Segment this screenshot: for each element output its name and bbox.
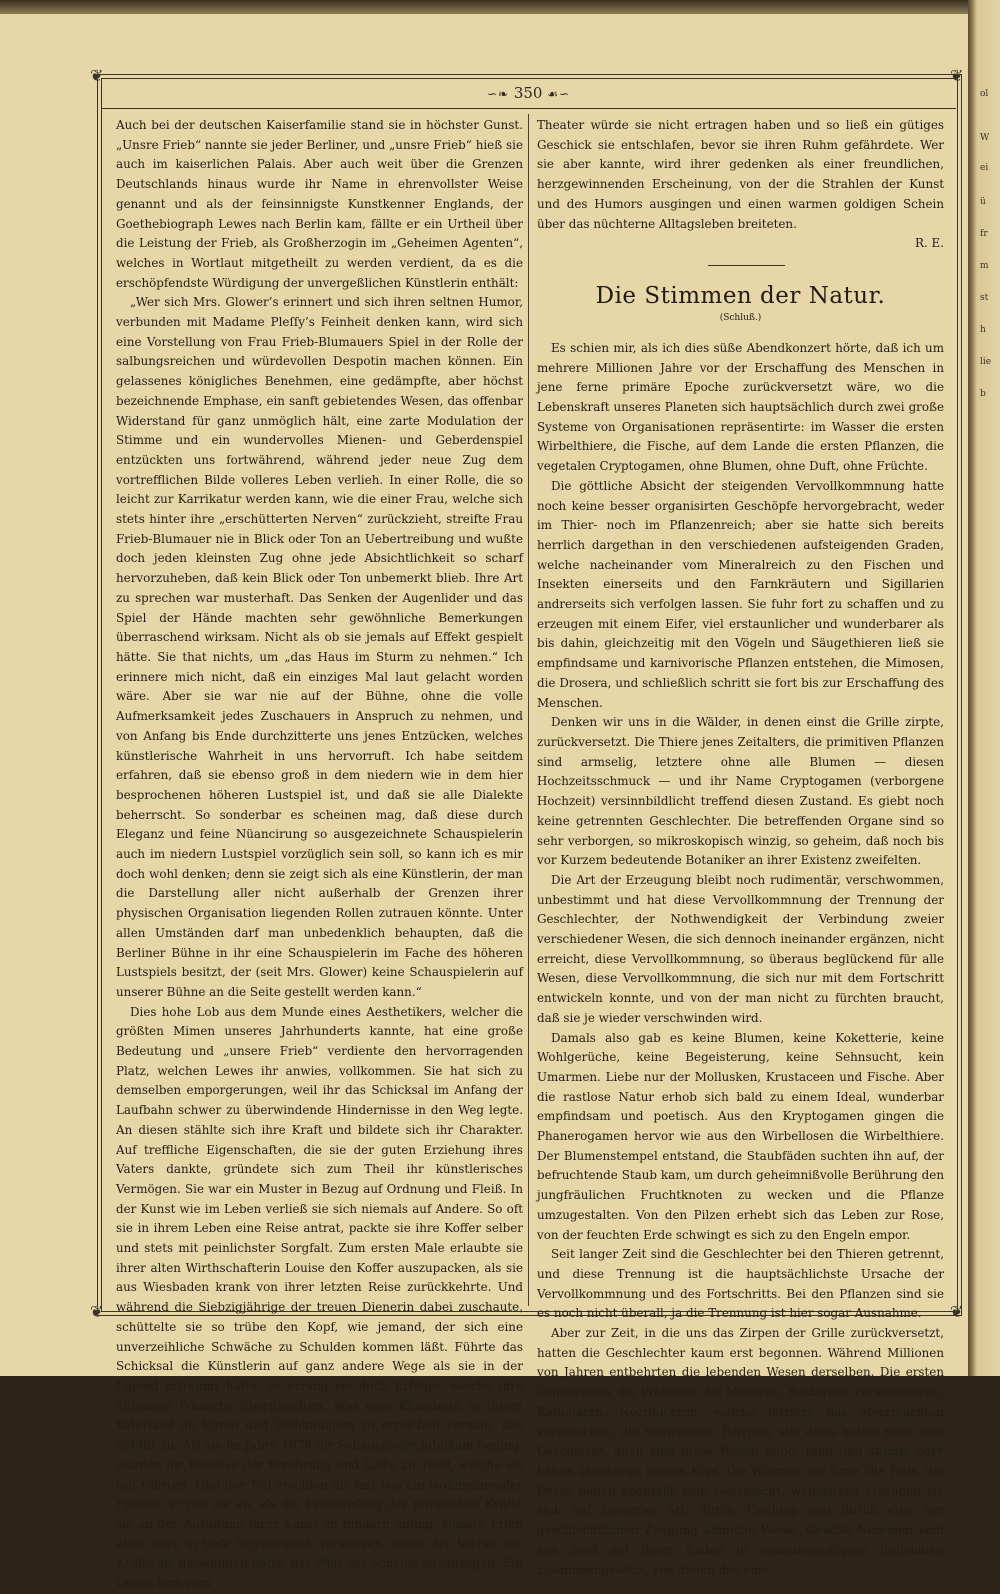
corner-ornament-icon: ❦: [950, 66, 964, 85]
header-ornament-icon: ∽❧: [486, 87, 510, 101]
fragment-line: fr: [980, 229, 988, 239]
corner-ornament-icon: ❦: [90, 66, 104, 85]
fragment-line: ol: [980, 89, 989, 99]
article-ending: [537, 116, 944, 254]
article-ending-text: Theater würde sie nicht ertragen haben und so ließ ein gütiges Geschick sie entschlafen, bevor sie ihren Ruhm gefährdete. Wer sie aber kannte, wird ihrer gedenken als einer freundlichen, herzgewinnenden Erscheinung, von der die Strahlen der Kunst und des Humors ausgingen und einen warmen goldigen Schein über das nüchterne Alltagsleben breiteten.: [537, 118, 944, 231]
column-separator: [528, 114, 529, 1306]
paragraph: Die Art der Erzeugung bleibt noch rudimentär, verschwommen, unbestimmt und hat diese Vervollkommnung der Trennung der Geschlechter, der Nothwendigkeit der Verbindung zweier verschiedener Wesen, die sich dennoch ineinander ergänzen, nicht erreicht, diese Vervollkommnung, so überaus beglückend für alle Wesen, diese Vervollkommnung, die sich nur mit dem Fortschritt entwickeln konnte, und von der man nicht zu fürchten braucht, daß sie je wieder verschwinden wird.: [537, 872, 944, 1025]
adjacent-page-edge: [968, 0, 1000, 1376]
scan-top-edge: [0, 0, 1000, 14]
fragment-line: st: [980, 293, 989, 303]
paragraph: Seit langer Zeit sind die Geschlechter bei den Thieren getrennt, und diese Trennung ist die hauptsächlichste Ursache der Vervollkommnung und des Fortschritts. Bei den Pflanzen sind sie es noch nicht überall, ja die Trennung ist hier sogar Ausnahme.: [537, 1247, 944, 1321]
paragraph: Es schien mir, als ich dies süße Abendkonzert hörte, daß ich um mehrere Millionen Jahre vor der Erschaffung des Menschen in jene ferne primäre Epoche zurückversetzt wäre, wo die Lebenskraft unseres Planeten sich hauptsächlich durch zwei große Systeme von Organisationen repräsentirte: im Wasser die ersten Wirbelthiere, die Fische, auf dem Lande die ersten Pflanzen, die vegetalen Cryptogamen, ohne Blumen, ohne Duft, ohne Früchte.: [537, 340, 944, 474]
adjacent-page-fragment: [980, 0, 1000, 402]
fragment-line: W: [980, 133, 990, 143]
author-signature: R. E.: [915, 236, 944, 251]
page-number: 350: [513, 84, 543, 102]
header-rule: [101, 108, 956, 109]
corner-ornament-icon: ❦: [90, 1302, 104, 1321]
paragraph: Die göttliche Absicht der steigenden Vervollkommnung hatte noch keine besser organisirten Geschöpfe hervorgebracht, weder im Thier- noch im Pflanzenreich; aber sie hatte sich bereits herrlich dargethan in den verschiedenen aufsteigenden Graden, welche nacheinander vom Mineralreich zu den Fischen und Insekten einerseits und den Farnkräutern und Sigillarien andrerseits sich verfolgen lassen. Sie fuhr fort zu schaffen und zu erzeugen mit einem Eifer, viel erstaunlicher und wunderbarer als bis dahin, gleichzeitig mit den Vögeln und Säugethieren ließ sie empfindsame und karnivorische Pflanzen entstehen, die Mimosen, die Drosera, und schließlich schritt sie fort bis zur Erschaffung des Menschen.: [537, 478, 944, 710]
paragraph: Auch bei der deutschen Kaiserfamilie stand sie in höchster Gunst. „Unsre Frieb“ nannte sie jeder Berliner, und „unsre Frieb“ hieß sie auch im kaiserlichen Palais. Aber auch weit über die Grenzen Deutschlands hinaus wurde ihr Name in ehrenvollster Weise genannt und als der feinsinnigste Kunstkenner Englands, der Goethebiograph Lewes nach Berlin kam, fällte er ein Urtheil über die Leistung der Frieb, als Großherzogin im „Geheimen Agenten“, welches in Wortlaut mitgetheilt zu werden verdient, da es die erschöpfendste Würdigung der unvergeßlichen Künstlerin enthält:: [116, 118, 523, 290]
quoted-paragraph: „Wer sich Mrs. Glower’s erinnert und sich ihren seltnen Humor, verbunden mit Madame Pleſſy’s Feinheit denken kann, wird sich eine Vorstellung von Frau Frieb-Blumauers Spiel in der Rolle der salbungsreichen und würdevollen Despotin machen können. Ein gelassenes königliches Benehmen, eine gedämpfte, aber höchst bezeichnende Emphase, ein sanft gebietendes Wesen, das offenbar Widerstand für ganz unmöglich hält, eine zarte Modulation der Stimme und ein wundervolles Mienen- und Geberdenspiel entzückten uns fortwährend, während jeder neue Zug dem vortrefflichen Bilde volleres Leben verlieh. In einer Rolle, die so leicht zur Karrikatur werden kann, wie die einer Frau, welche sich stets hinter ihre „erschütterten Nerven“ zurückzieht, streifte Frau Frieb-Blumauer nie in Blick oder Ton an Uebertreibung und wußte doch jeden kleinsten Zug ohne jede Absichtlichkeit so scharf hervorzuheben, daß kein Blick oder Ton unbemerkt blieb. Ihre Art zu sprechen war musterhaft. Das Senken der Augenlider und das Spiel der Hände machten sehr gewöhnliche Bemerkungen überraschend wirksam. Nicht als ob sie jemals auf Effekt gespielt hätte. Sie that nichts, um „das Haus im Sturm zu nehmen.“ Ich erinnere mich nicht, daß ein einziges Mal laut gelacht worden wäre. Aber sie war nie auf der Bühne, ohne die volle Aufmerksamkeit jedes Zuschauers in Anspruch zu nehmen, und von Anfang bis Ende durchzitterte uns jenes Entzücken, welches künstlerische Wahrheit in uns hervorruft. Ich habe seitdem erfahren, daß sie ebenso groß in dem niedern wie in dem hier besprochenen höheren Lustspiel ist, und daß sie alle Dialekte beherrscht. So sonderbar es scheinen mag, daß diese durch Eleganz und feine Nüancirung so ausgezeichnete Schauspielerin auch im niedern Lustspiel vorzüglich sein soll, so kann ich es mir doch wohl denken; denn sie zeigt sich als eine Künstlerin, der man die Darstellung aller nicht außerhalb der Grenzen ihrer physischen Organisation liegenden Rollen zutrauen könnte. Unter allen Umständen darf man unbedenklich behaupten, daß die Berliner Bühne in ihr eine Schauspielerin im Fache des höheren Lustspiels besitzt, der (seit Mrs. Glower) keine Schauspielerin auf unserer Bühne an die Seite gestellt werden kann.“: [116, 295, 523, 999]
corner-ornament-icon: ❦: [950, 1302, 964, 1321]
paragraph: Damals also gab es keine Blumen, keine Koketterie, keine Wohlgerüche, keine Begeisterung, keine Sehnsucht, kein Umarmen. Liebe nur der Mollusken, Krustaceen und Fische. Aber die rastlose Natur erhob sich bald zu einem Ideal, wunderbar empfindsam und poetisch. Aus den Kryptogamen gingen die Phanerogamen hervor wie aus den Wirbellosen die Wirbelthiere. Der Blumenstempel entstand, die Staubfäden suchten ihn auf, der befruchtende Staub kam, um durch geheimnißvolle Berührung den jungfräulichen Fruchtknoten zu wecken und die Pflanze umzugestalten. Von den Pilzen erhebt sich das Leben zur Rose, von der feuchten Erde schwingt es sich zu den Engeln empor.: [537, 1030, 944, 1242]
left-column: [116, 116, 523, 1594]
fragment-line: b: [980, 389, 986, 399]
right-column: [537, 116, 944, 1580]
header-ornament-icon: ☙∽: [547, 87, 571, 101]
section-divider: [708, 265, 785, 266]
fragment-line: ei: [980, 163, 989, 173]
paragraph: Denken wir uns in die Wälder, in denen einst die Grille zirpte, zurückversetzt. Die Thiere jenes Zeitalters, die primitiven Pflanzen sind armselig, letztere ohne alle Blumen — diesen Hochzeitsschmuck — und ihr Name Cryptogamen (verborgene Hochzeit) versinnbildlicht treffend diesen Zustand. Es giebt noch keine getrennten Geschlechter. Die betreffenden Organe sind so sehr verborgen, so mikroskopisch winzig, so geheim, daß noch bis vor Kurzem bedeutende Botaniker an ihrer Existenz zweifelten.: [537, 715, 944, 868]
paragraph: Dies hohe Lob aus dem Munde eines Aesthetikers, welcher die größten Mimen unseres Jahrhunderts kannte, hat eine große Bedeutung und „unsere Frieb“ verdiente den hervorragenden Platz, welchen Lewes ihr anwies, vollkommen. Sie hat sich zu demselben emporgerungen, weil ihr das Schicksal im Anfang der Laufbahn schwer zu überwindende Hindernisse in den Weg legte. An diesen stählte sich ihre Kraft und bildete sich ihr Charakter. Auf treffliche Eigenschaften, die sie der guten Erziehung ihres Vaters dankte, gründete sich zum Theil ihr künstlerisches Vermögen. Sie war ein Muster in Bezug auf Ordnung und Fleiß. In der Kunst wie im Leben verließ sie sich niemals auf Andere. So oft sie in ihrem Leben eine Reise antrat, packte sie ihre Koffer selber und stets mit peinlichster Sorgfalt. Zum ersten Male erlaubte sie ihrer alten Wirthschafterin Louise den Koffer auszupacken, als sie aus Wiesbaden krank von ihrer letzten Reise zurückkehrte. Und während die Siebzigjährige der treuen Dienerin dabei zuschaute, schüttelte sie so trübe den Kopf, wie jemand, der sich eine unverzeihliche Schwäche zu Schulden kommen läßt. Führte das Schicksal die Künstlerin auf ganz andere Wege als sie in der Jugend erträumt hatte, so errang sie doch Erfolge, welche ihre kühnsten Wünsche überflügelten. Was eine Künstlerin in ihrem Vaterland an Ehren und Belohnungen zu erreichen vermag, das fiel ihr zu. Als sie im Jahre 1878 ihr Schauspieler-Jubiläum beging, wurden ihr Beweise der Verehrung und Liebe zu Theil, welche sie tief rührten. Und der Tod erschien ihr fast wie ein wohlmeinender Freund; er rief sie ab, als die Erschöpfung der physischen Kräfte sie an der Ausübung ihrer Kunst zu hindern anfing. Unsere Frieb aber wäre in tiefe Schwermuth versunken, wenn der Verfall der Kräfte sie gezwungen hätte, der Welt des Scheins zu entsagen. Ein Leben fern vom: [116, 1004, 523, 1591]
article-subtitle: (Schluß.): [719, 312, 762, 323]
paragraph: Aber zur Zeit, in die uns das Zirpen der Grille zurückversetzt, hatten die Geschlechter kaum erst begonnen. Während Millionen von Jahren entbehrten die lebenden Wesen derselben. Die ersten Organismen, die Protisten, die Moneren, Bakterien, Foraminiferen, Radiolaren, Noctiluceren, welche letztere das Meerleuchten verursachen, die Schwämme, Polypen, alle diese haben noch kein Geschlecht, auch sind diese Wesen blind, taub und stumm oder haben überhaupt keinen Kopf. Die Würmer der Erde, die Naïs, die Deros haben ebenfalls kein Geschlecht, wenigstens erzeugen sie sich auf zweierlei Art, durch Theilung und durch eine der geschlechtlichen Zeugung ähnliche Weise. Gewiße Nereiden sind aus zwei mit ihren Enden in einandergefügten Individuen zusammengesetzt, von denen das eine: [537, 1326, 944, 1577]
fragment-line: m: [980, 261, 989, 271]
article-title: Die Stimmen der Natur.: [595, 282, 886, 309]
page-header: [101, 84, 956, 102]
fragment-line: ü: [980, 197, 986, 207]
fragment-line: lie: [980, 357, 992, 367]
fragment-line: h: [980, 325, 986, 335]
